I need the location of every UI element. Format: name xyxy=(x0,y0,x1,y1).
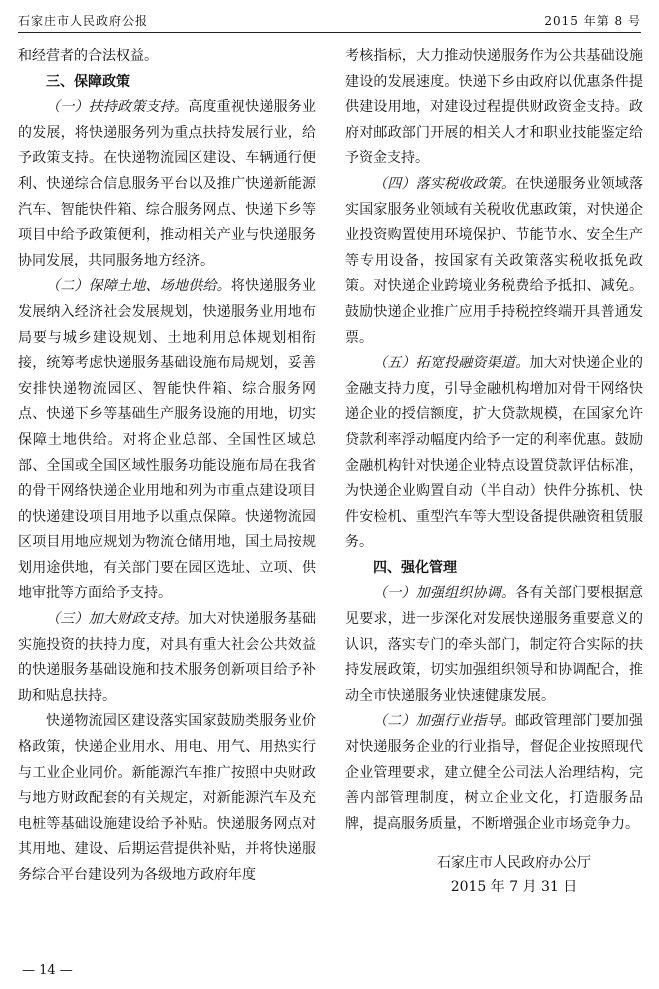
paragraph-lead: （一）加强组织协调。 xyxy=(373,585,516,602)
paragraph-lead: （一）扶持政策支持。 xyxy=(46,99,189,116)
paragraph-body: 高度重视快递服务业的发展，将快递服务列为重点扶持发展行业，给予政策支持。在快递物流园区建设、车辆通行便利、快递综合信息服务平台以及推广快递新能源汽车、智能快件箱、综合服务网点、快递下乡等项目中给予政策便利，推动相关产业与快递服务协同发展，共同服务地方经济。 xyxy=(18,99,317,269)
paragraph: 和经营者的合法权益。 xyxy=(18,48,158,64)
page-header xyxy=(18,6,641,33)
paragraph-body: 各有关部门要根据意见要求，进一步深化对发展快递服务重要意义的认识，落实专门的牵头部门，制定符合实际的扶持发展政策，切实加强组织领导和协调配合，推动全市快递服务业快速健康发展。 xyxy=(345,585,644,704)
section-heading: 四、强化管理 xyxy=(373,559,457,576)
paragraph xyxy=(18,607,316,709)
paragraph-lead: （五）拓宽投融资渠道。 xyxy=(373,355,530,372)
left-column xyxy=(18,44,316,889)
paragraph-lead: （四）落实税收政策。 xyxy=(373,175,516,192)
signature-block xyxy=(345,851,643,899)
paragraph-body: 邮政管理部门要加强对快递服务企业的行业指导，督促企业按照现代企业管理要求，建立健全公司法人治理结构，完善内部管理制度，树立企业文化，打造服务品牌，提高服务质量，不断增强企业市场竞争力。 xyxy=(345,713,644,832)
section-heading: 三、保障政策 xyxy=(46,73,130,90)
paragraph-body: 在快递服务业领域落实国家服务业领域有关税收优惠政策，对快递企业投资购置使用环境保护、节能节水、安全生产等专用设备，按国家有关政策落实税收抵免政策。对快递企业跨境业务税费给予抵扣、减免。鼓励快递企业推广应用手持税控终端开具普通发票。 xyxy=(345,175,644,346)
issue-date: 2015 年 7 月 31 日 xyxy=(450,879,578,896)
issuing-organization: 石家庄市人民政府办公厅 xyxy=(437,855,591,872)
paragraph xyxy=(345,581,643,709)
paragraph-body: 加大对快递企业的金融支持力度，引导金融机构增加对骨干网络快递企业的授信额度，扩大贷款规模，在国家允许贷款利率浮动幅度内给予一定的利率优惠。鼓励金融机构针对快递企业特点设置贷款评估标准，为快递企业购置自动（半自动）快件分拣机、快件安检机、重型汽车等大型设备提供融资租赁服务。 xyxy=(345,355,644,551)
right-column xyxy=(345,44,643,899)
paragraph-lead: （三）加大财政支持。 xyxy=(46,611,189,628)
paragraph: 快递物流园区建设落实国家鼓励类服务业价格政策，快递企业用水、用电、用气、用热实行与工业企业同价。新能源汽车推广按照中央财政与地方财政配套的有关规定，对新能源汽车及充电桩等基础设施建设给予补贴。快递服务网点对其用地、建设、后期运营提供补贴，并将快递服务综合平台建设列为各级地方政府年度 xyxy=(18,713,316,883)
paragraph-lead: （二）保障土地、场地供给。 xyxy=(46,278,231,295)
page-number: — 14 — xyxy=(22,963,73,978)
paragraph xyxy=(345,709,643,837)
issue-number: 2015 年第 8 号 xyxy=(544,14,641,28)
paragraph xyxy=(345,351,643,556)
paragraph xyxy=(18,95,316,274)
paragraph-lead: （二）加强行业指导。 xyxy=(373,713,516,730)
publication-title: 石家庄市人民政府公报 xyxy=(18,14,149,28)
paragraph xyxy=(18,274,316,607)
paragraph-body: 将快递服务业发展纳入经济社会发展规划，快递服务业用地布局要与城乡建设规划、土地利用总体规划相衔接，统筹考虑快递服务基础设施布局规划，妥善安排快递物流园区、智能快件箱、综合服务网点、快递下乡等基础生产服务设施的用地，切实保障土地供给。对将企业总部、全国性区域总部、全国或全国区域性服务功能设施布局在我省的骨干网络快递企业用地和列为市重点建设项目的快递建设项目用地予以重点保障。快递物流园区项目用地应规划为物流仓储用地，国土局按规划用途供地，有关部门要在园区选址、立项、供地审批等方面给予支持。 xyxy=(18,278,317,602)
paragraph-body: 加大对快递服务基础实施投资的扶持力度，对具有重大社会公共效益的快递服务基础设施和技术服务创新项目给予补助和贴息扶持。 xyxy=(18,611,317,704)
paragraph: 考核指标，大力推动快递服务作为公共基础设施建设的发展速度。快递下乡由政府以优惠条件提供建设用地，对建设过程提供财政资金支持。政府对邮政部门开展的相关人才和职业技能鉴定给予资金支持。 xyxy=(345,48,643,167)
paragraph xyxy=(345,172,643,351)
